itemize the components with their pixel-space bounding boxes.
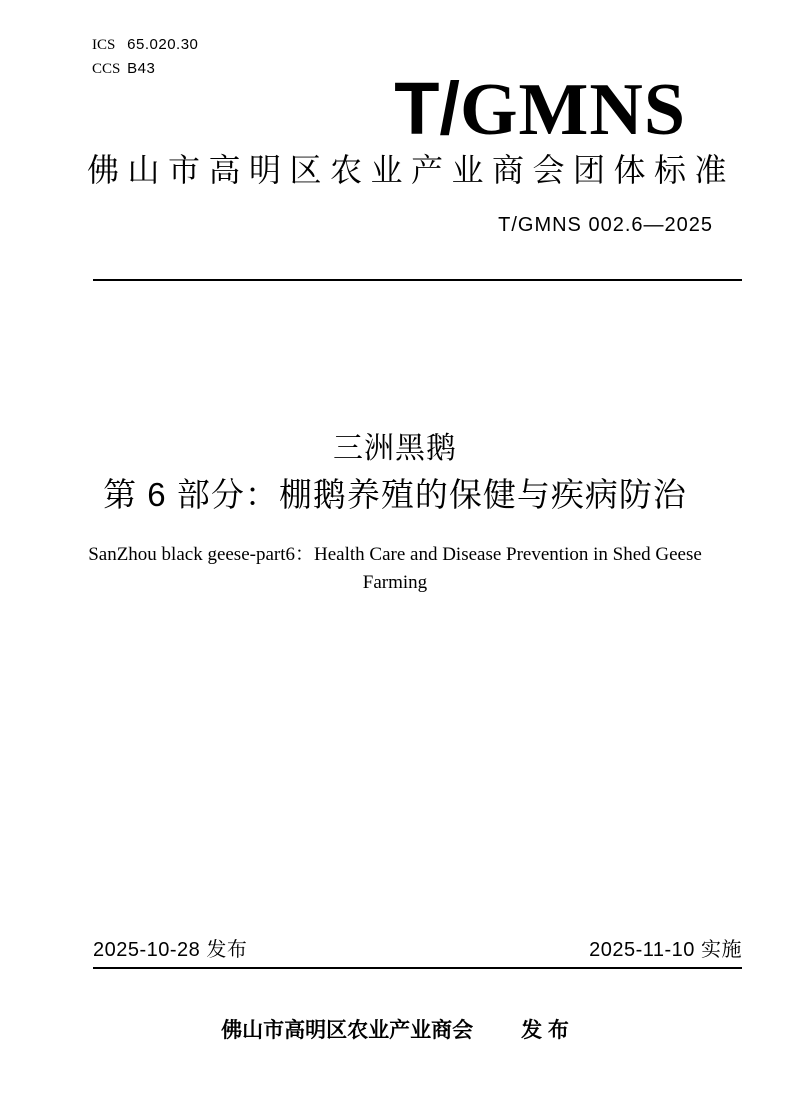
doc-title-en-line2: Farming <box>362 572 428 593</box>
doc-title-en-line1: SanZhou black geese-part6：Health Care and Disease Prevention in Shed Geese <box>88 544 702 565</box>
standard-logo-prefix: T/ <box>394 67 460 150</box>
doc-title-cn: 三洲黑鹅 <box>333 432 457 465</box>
org-banner: 佛山市高明区农业产业商会团体标准 <box>87 152 736 188</box>
publish-label: 发 布 <box>521 1019 569 1042</box>
ics-value: 65.020.30 <box>127 36 199 53</box>
ics-label: ICS <box>92 37 116 53</box>
publisher-row <box>0 1018 790 1044</box>
doc-title-en <box>0 541 790 597</box>
implement-date: 2025-11-10 实施 <box>589 939 742 961</box>
footer-date-row <box>93 938 742 969</box>
publisher-name: 佛山市高明区农业产业商会 <box>221 1019 474 1042</box>
doc-title-part: 第 6 部分：棚鹅养殖的保健与疾病防治 <box>103 476 687 513</box>
classification-codes <box>92 33 198 81</box>
ics-code <box>92 33 198 57</box>
standard-number: T/GMNS 002.6—2025 <box>498 214 713 236</box>
header-rule <box>93 279 742 281</box>
standard-logo-name: GMNS <box>460 69 686 151</box>
standard-logo <box>394 67 686 151</box>
issue-date: 2025-10-28 发布 <box>93 939 248 961</box>
ccs-label: CCS <box>92 61 121 77</box>
ccs-value: B43 <box>127 60 156 77</box>
ccs-code <box>92 57 198 81</box>
